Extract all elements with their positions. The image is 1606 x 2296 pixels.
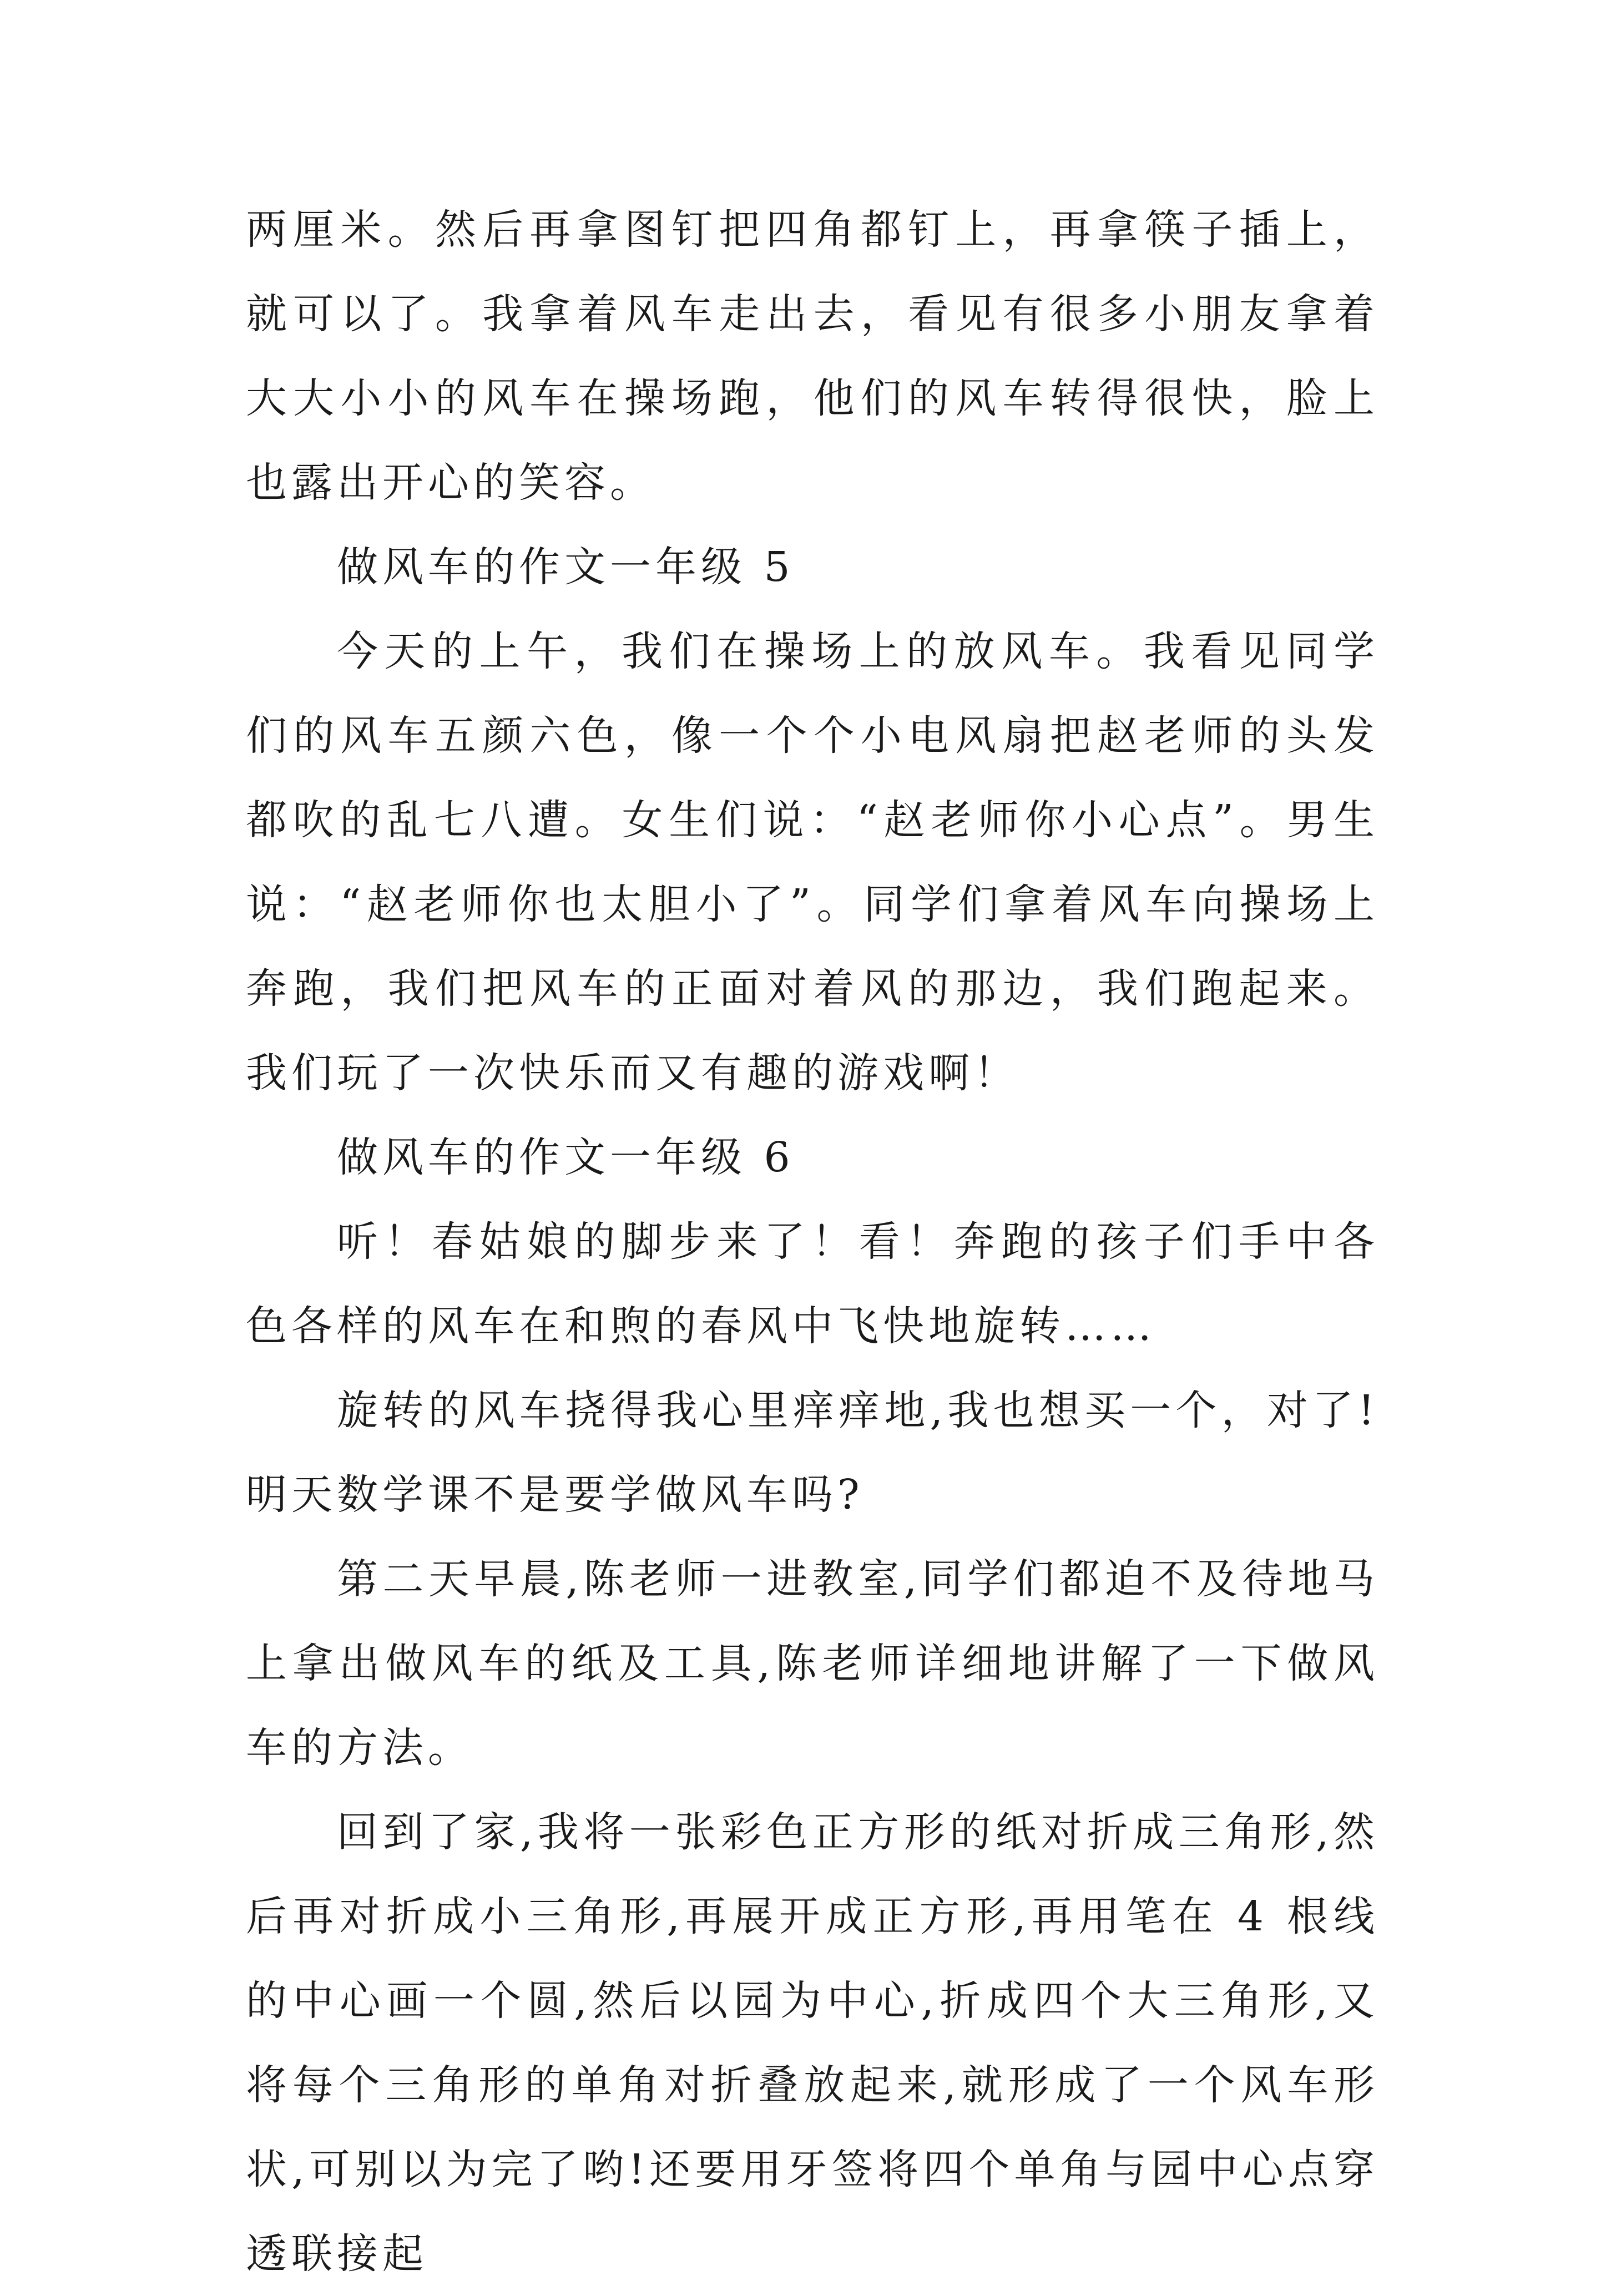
paragraph: 听！春姑娘的脚步来了！看！奔跑的孩子们手中各色各样的风车在和煦的春风中飞快地旋转…… xyxy=(246,1218,1379,1350)
paragraph-continuation: 两厘米。然后再拿图钉把四角都钉上，再拿筷子插上，就可以了。我拿着风车走出去，看见有很多小朋友拿着大大小小的风车在操场跑，他们的风车转得很快，脸上也露出开心的笑容。 xyxy=(246,206,1379,507)
section-heading-5: 做风车的作文一年级 5 xyxy=(337,543,795,591)
paragraph: 今天的上午，我们在操场上的放风车。我看见同学们的风车五颜六色，像一个个小电风扇把赵老师的头发都吹的乱七八遭。女生们说：“赵老师你小心点”。男生说：“赵老师你也太胆小了”。同学们拿着风车向操场上奔跑，我们把风车的正面对着风的那边，我们跑起来。我们玩了一次快乐而又有趣的游戏啊！ xyxy=(246,628,1379,1097)
document-body xyxy=(246,188,1379,2296)
paragraph: 第二天早晨,陈老师一进教室,同学们都迫不及待地马上拿出做风车的纸及工具,陈老师详细地讲解了一下做风车的方法。 xyxy=(246,1555,1379,1772)
section-heading-6: 做风车的作文一年级 6 xyxy=(337,1134,795,1181)
paragraph: 回到了家,我将一张彩色正方形的纸对折成三角形,然后再对折成小三角形,再展开成正方形,再用笔在 4 根线的中心画一个圆,然后以园为中心,折成四个大三角形,又将每个三角形的单角对折叠放起来,就形成了一个风车形状,可别以为完了哟!还要用牙签将四个单角与园中心点穿透联接起 xyxy=(246,1808,1379,2278)
paragraph: 旋转的风车挠得我心里痒痒地,我也想买一个，对了!明天数学课不是要学做风车吗? xyxy=(246,1387,1379,1519)
